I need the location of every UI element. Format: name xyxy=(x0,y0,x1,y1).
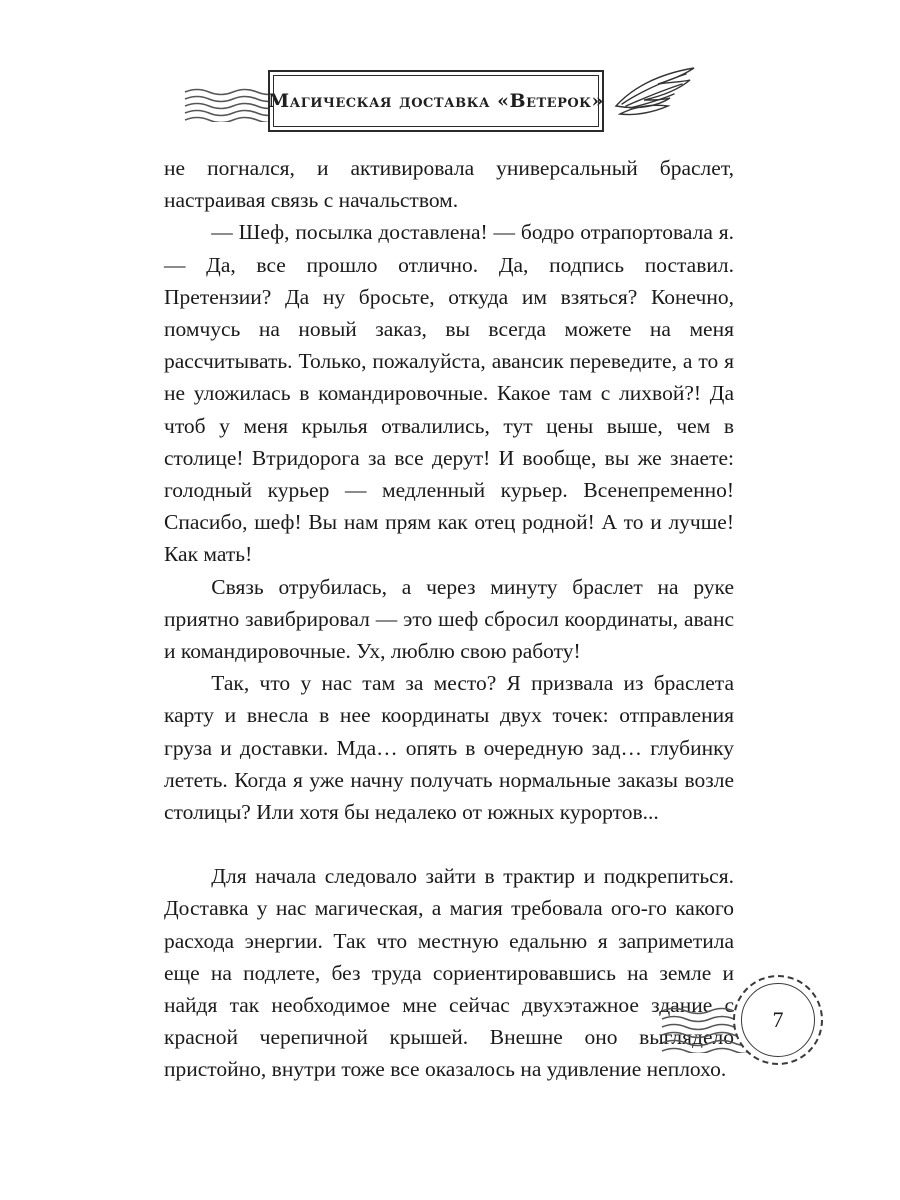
wings-icon xyxy=(612,62,698,118)
running-header xyxy=(268,70,604,132)
paragraph: — Шеф, посылка доставлена! — бодро отрапортовала я. — Да, все прошло отлично. Да, подпись поставил. Претензии? Да ну бросьте, откуда им взяться? Конечно, помчусь на новый заказ, вы всегда можете на меня рассчитывать. Только, пожалуйста, авансик переведите, а то я не уложилась в командировочные. Какое там с лихвой?! Да чтоб у меня крылья отвалились, тут цены выше, чем в столице! Втридорога за все дерут! И вообще, вы же знаете: голодный курьер — медленный курьер. Всенепременно! Спасибо, шеф! Вы нам прям как отец родной! А то и лучше! Как мать! xyxy=(164,220,734,567)
paragraph: Так, что у нас там за место? Я призвала из браслета карту и внесла в нее координаты двух точек: отправления груза и доставки. Мда… опять в очередную зад… глубинку лететь. Когда я уже начну получать нормальные заказы возле столицы? Или хотя бы недалеко от южных курортов... xyxy=(164,671,734,825)
paragraph: Связь отрубилась, а через минуту браслет на руке приятно завибрировал — это шеф сбросил координаты, аванс и командировочные. Ух, люблю свою работу! xyxy=(164,574,734,664)
header-title: Магическая доставка «Ветерок» xyxy=(268,90,604,112)
page-number: 7 xyxy=(772,1007,784,1032)
paragraph: не погнался, и активировала универсальный браслет, настраивая связь с начальством. xyxy=(164,156,734,213)
paragraph: Для начала следовало зайти в трактир и подкрепиться. Доставка у нас магическая, а магия требовала ого-го какого расхода энергии. Так что местную едальню я заприметила еще на подлете, без труда сориентировавшись на земле и найдя так необходимое мне сейчас двухэтажное здание с красной черепичной крышей. Внешне оно выглядело пристойно, внутри тоже все оказалось на удивление неплохо. xyxy=(164,864,734,1082)
section-break xyxy=(164,828,734,860)
page-number-stamp xyxy=(733,975,823,1065)
body-text xyxy=(164,152,734,1086)
